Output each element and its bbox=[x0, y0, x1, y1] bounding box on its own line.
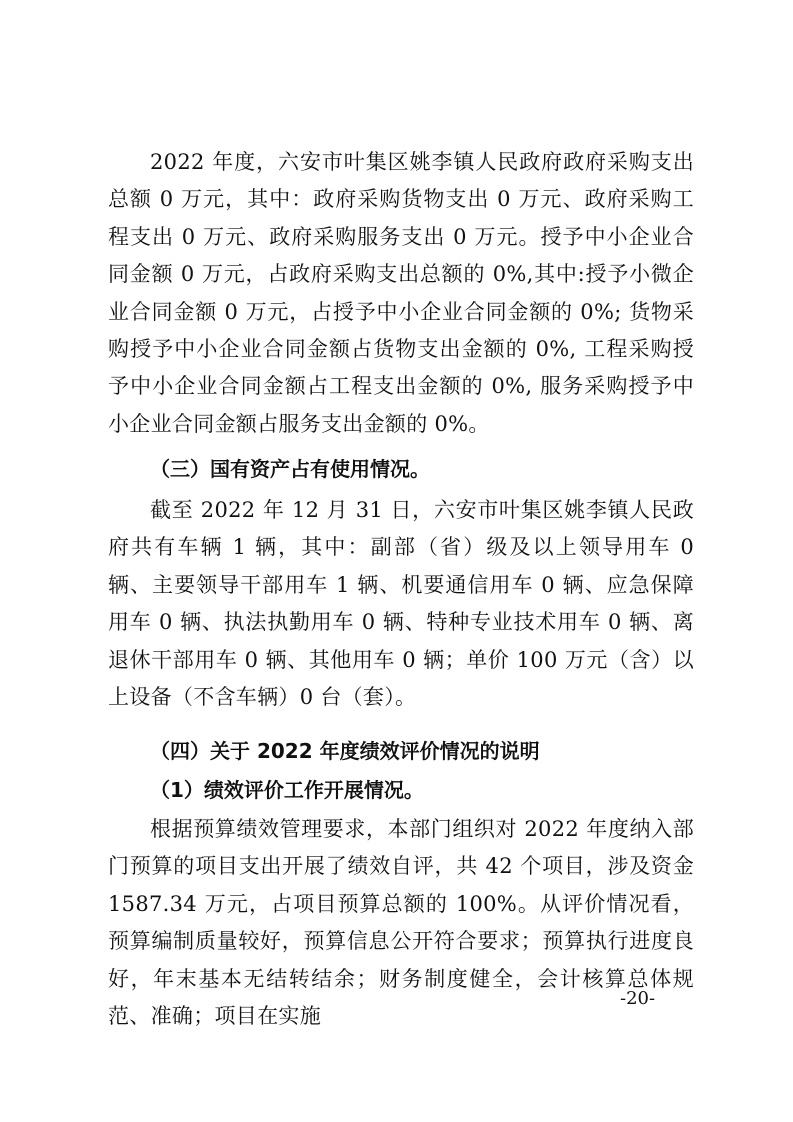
assets-heading-block bbox=[108, 451, 694, 488]
assets-paragraph: 截至 2022 年 12 月 31 日，六安市叶集区姚李镇人民政府共有车辆 1 辆，其中：副部（省）级及以上领导用车 0 辆、主要领导干部用车 1 辆、机要通信用车 0 辆、应急保障用车 0 辆、执法执勤用车 0 辆、特种专业技术用车 0 辆、离退休干部用车 0 辆、其他用车 0 辆；单价 100 万元（含）以上设备（不含车辆）0 台（套）。 bbox=[108, 498, 694, 710]
procurement-section bbox=[108, 144, 694, 443]
assets-heading: （三）国有资产占有使用情况。 bbox=[150, 457, 430, 481]
performance-subheading-block bbox=[108, 772, 694, 809]
procurement-paragraph: 2022 年度，六安市叶集区姚李镇人民政府政府采购支出总额 0 万元，其中：政府采购货物支出 0 万元、政府采购工程支出 0 万元、政府采购服务支出 0 万元。授予中小企业合同金额 0 万元，占政府采购支出总额的 0%,其中:授予小微企业合同金额 0 万元，占授予中小企业合同金额的 0%; 货物采购授予中小企业合同金额占货物支出金额的 0%, 工程采购授予中小企业合同金额占工程支出金额的 0%, 服务采购授予中小企业合同金额占服务支出金额的 0%。 bbox=[108, 150, 694, 436]
performance-subheading: （1）绩效评价工作开展情况。 bbox=[150, 778, 424, 802]
performance-heading: （四）关于 2022 年度绩效评价情况的说明 bbox=[150, 739, 540, 763]
performance-heading-block bbox=[108, 733, 694, 770]
page-number: -20- bbox=[620, 988, 656, 1009]
performance-paragraph: 根据预算绩效管理要求，本部门组织对 2022 年度纳入部门预算的项目支出开展了绩效自评，共 42 个项目，涉及资金 1587.34 万元，占项目预算总额的 100%。从评价情况看，预算编制质量较好，预算信息公开符合要求；预算执行进度良好，年末基本无结转结余；财务制度健全，会计核算总体规范、准确；项目在实施 bbox=[108, 817, 694, 1029]
performance-section bbox=[108, 811, 694, 1035]
assets-section bbox=[108, 492, 694, 716]
